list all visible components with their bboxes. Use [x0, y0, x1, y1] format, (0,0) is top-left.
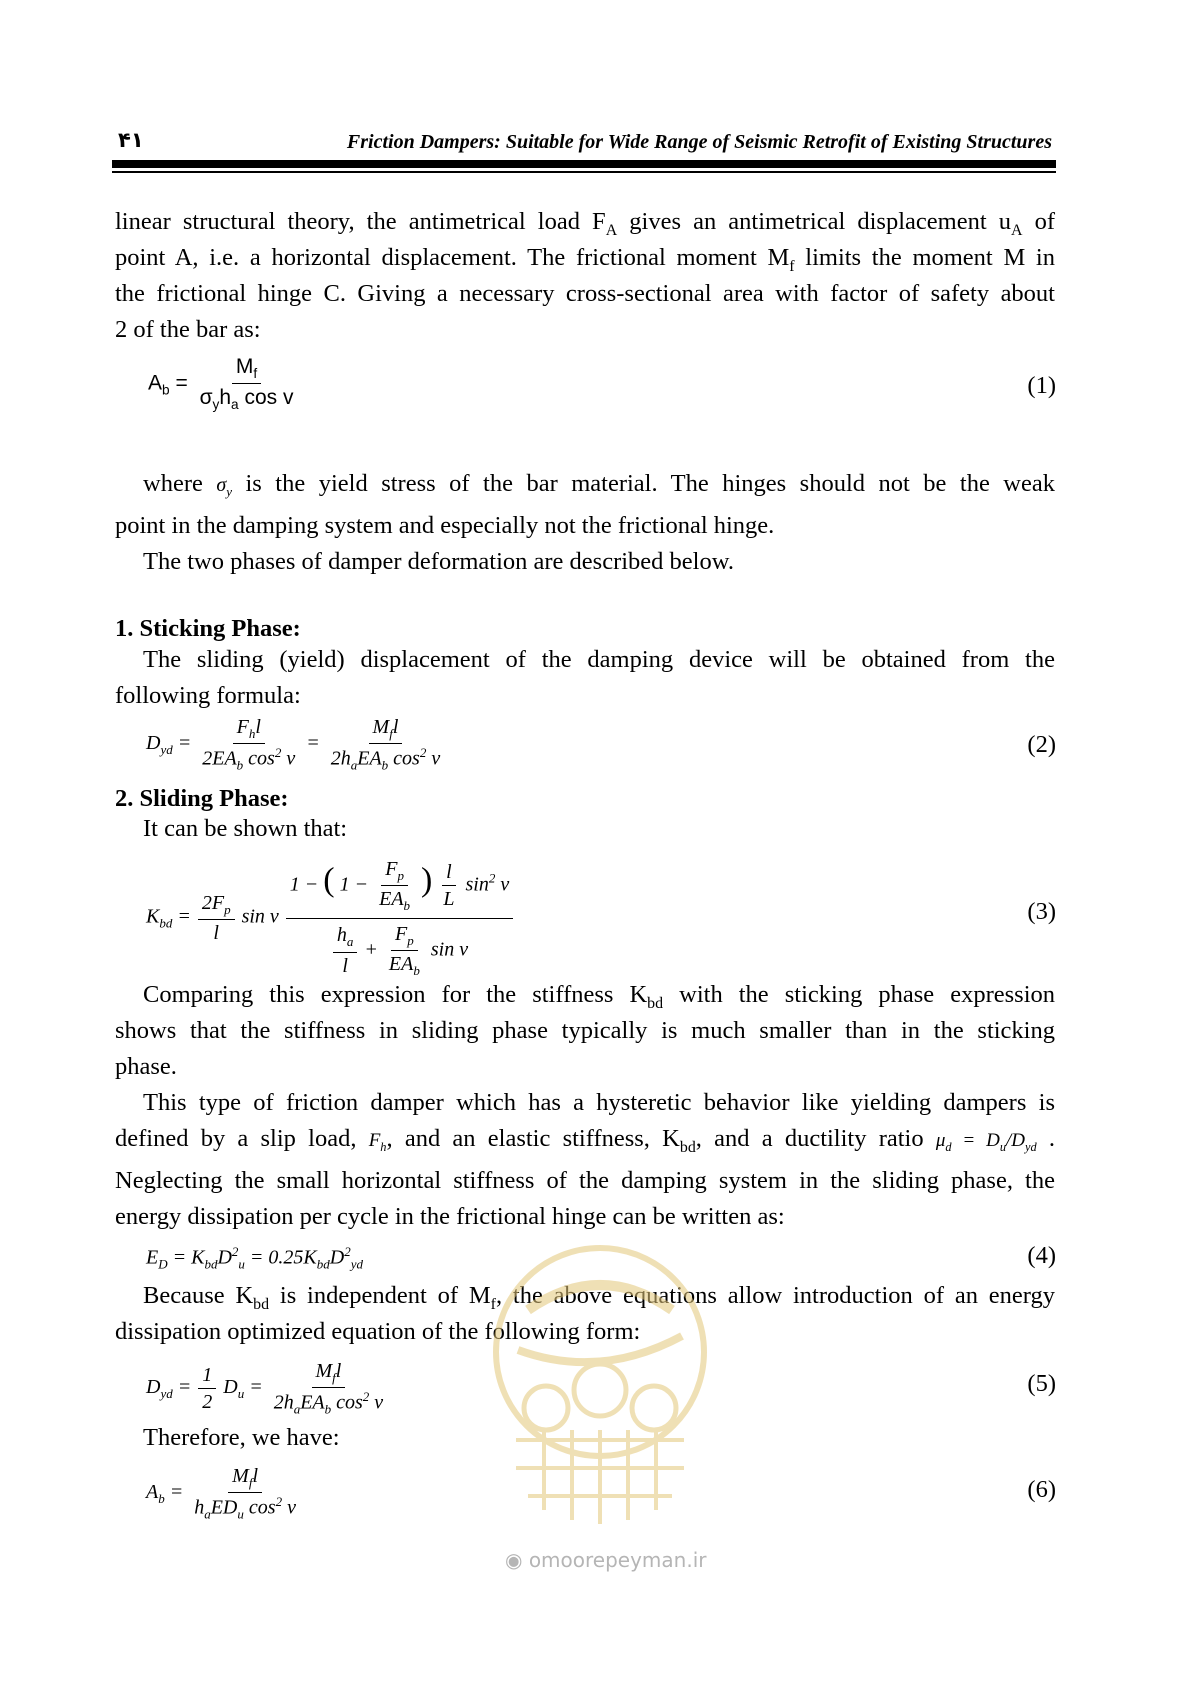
section2-line1: It can be shown that:: [143, 815, 348, 842]
para1-line4: 2 of the bar as:: [115, 316, 261, 343]
equation-1: $A_b$ = $\frac{M_f}{\sigma_yh_a \cos v}$: [148, 355, 294, 413]
equation-2: $D_{yd}$ = $\frac{F_hl}{2EA_b \cos^2 v}$ = $\frac{M_fl}{2h_aEA_b \cos^2 v}$: [146, 716, 441, 773]
para5-line2: dissipation optimized equation of the following form:: [115, 1318, 641, 1345]
equation-4: $E_D = K_{bd}D^2_u = 0.25K_{bd}D^2_{yd}$: [146, 1244, 363, 1272]
para6-line1: Therefore, we have:: [143, 1424, 340, 1451]
para4-line1: This type of friction damper which has a hysteretic behavior like yielding dampers is: [143, 1089, 1055, 1116]
para3-line3: phase.: [115, 1053, 177, 1080]
watermark-site: ◉ omoorepeyman.ir: [505, 1548, 707, 1572]
para2-line1: where $\sigma_y$ is the yield stress of the bar material. The hinges should not be the weak: [143, 470, 1055, 499]
section1-heading: 1. Sticking Phase:: [115, 615, 301, 642]
header-rule-thick: [112, 160, 1056, 168]
running-title: Friction Dampers: Suitable for Wide Range of Seismic Retrofit of Existing Structures: [346, 131, 1052, 153]
section2-heading: 2. Sliding Phase:: [115, 785, 289, 812]
para5-line1: Because $K_{bd}$ is independent of $M_f$, the above equations allow introduction of an energy: [143, 1282, 1055, 1313]
para4-line2: defined by a slip load, $F_h$, and an elastic stiffness, $K_{bd}$, and a ductility ratio $\mu_d = D_u/D_{yd}$ .: [115, 1125, 1055, 1156]
equation-3: $K_{bd}$ = $\frac{2F_p}{l}$ sin v 1 − ( 1 − $\frac{F_p}{EA_b}$ ) $\frac{l}{L}$ $\sin^2 v$ $\frac{h_a}{l}$ + $\frac{F_p}{EA_b}$ sin v: [146, 858, 515, 978]
equation-5-number: (5): [1027, 1370, 1056, 1397]
section1-line2: following formula:: [115, 682, 301, 709]
para4-line3: Neglecting the small horizontal stiffness of the damping system in the sliding phase, the: [115, 1167, 1055, 1194]
para1-line1: linear structural theory, the antimetrical load $F_A$ gives an antimetrical displacement $u_A$ of: [115, 208, 1055, 239]
equation-6: $A_b$ = $\frac{M_fl}{h_aED_u \cos^2 v}$: [146, 1465, 296, 1522]
para3-line2: shows that the stiffness in sliding phase typically is much smaller than in the sticking: [115, 1017, 1055, 1044]
para1-line3: the frictional hinge C. Giving a necessary cross-sectional area with factor of safety about: [115, 280, 1055, 307]
section1-line1: The sliding (yield) displacement of the damping device will be obtained from the: [143, 646, 1055, 673]
equation-6-number: (6): [1027, 1476, 1056, 1503]
equation-3-number: (3): [1027, 898, 1056, 925]
para1-line2: point A, i.e. a horizontal displacement. The frictional moment $M_f$ limits the moment M in: [115, 244, 1055, 275]
equation-5: $D_{yd}$ = $\frac{1}{2}$ $D_u$ = $\frac{M_fl}{2h_aEA_b \cos^2 v}$: [146, 1360, 384, 1417]
equation-2-number: (2): [1027, 731, 1056, 758]
equation-1-number: (1): [1027, 372, 1056, 399]
para3-line1: Comparing this expression for the stiffness $K_{bd}$ with the sticking phase expression: [143, 981, 1055, 1012]
page-number: ۴۱: [118, 128, 144, 152]
para4-line4: energy dissipation per cycle in the frictional hinge can be written as:: [115, 1203, 785, 1230]
para2-line3: The two phases of damper deformation are described below.: [143, 548, 734, 575]
para2-line2: point in the damping system and especially not the frictional hinge.: [115, 512, 775, 539]
header-rule-thin: [112, 171, 1056, 173]
equation-4-number: (4): [1027, 1242, 1056, 1269]
gear-seal-icon: [488, 1240, 712, 1530]
